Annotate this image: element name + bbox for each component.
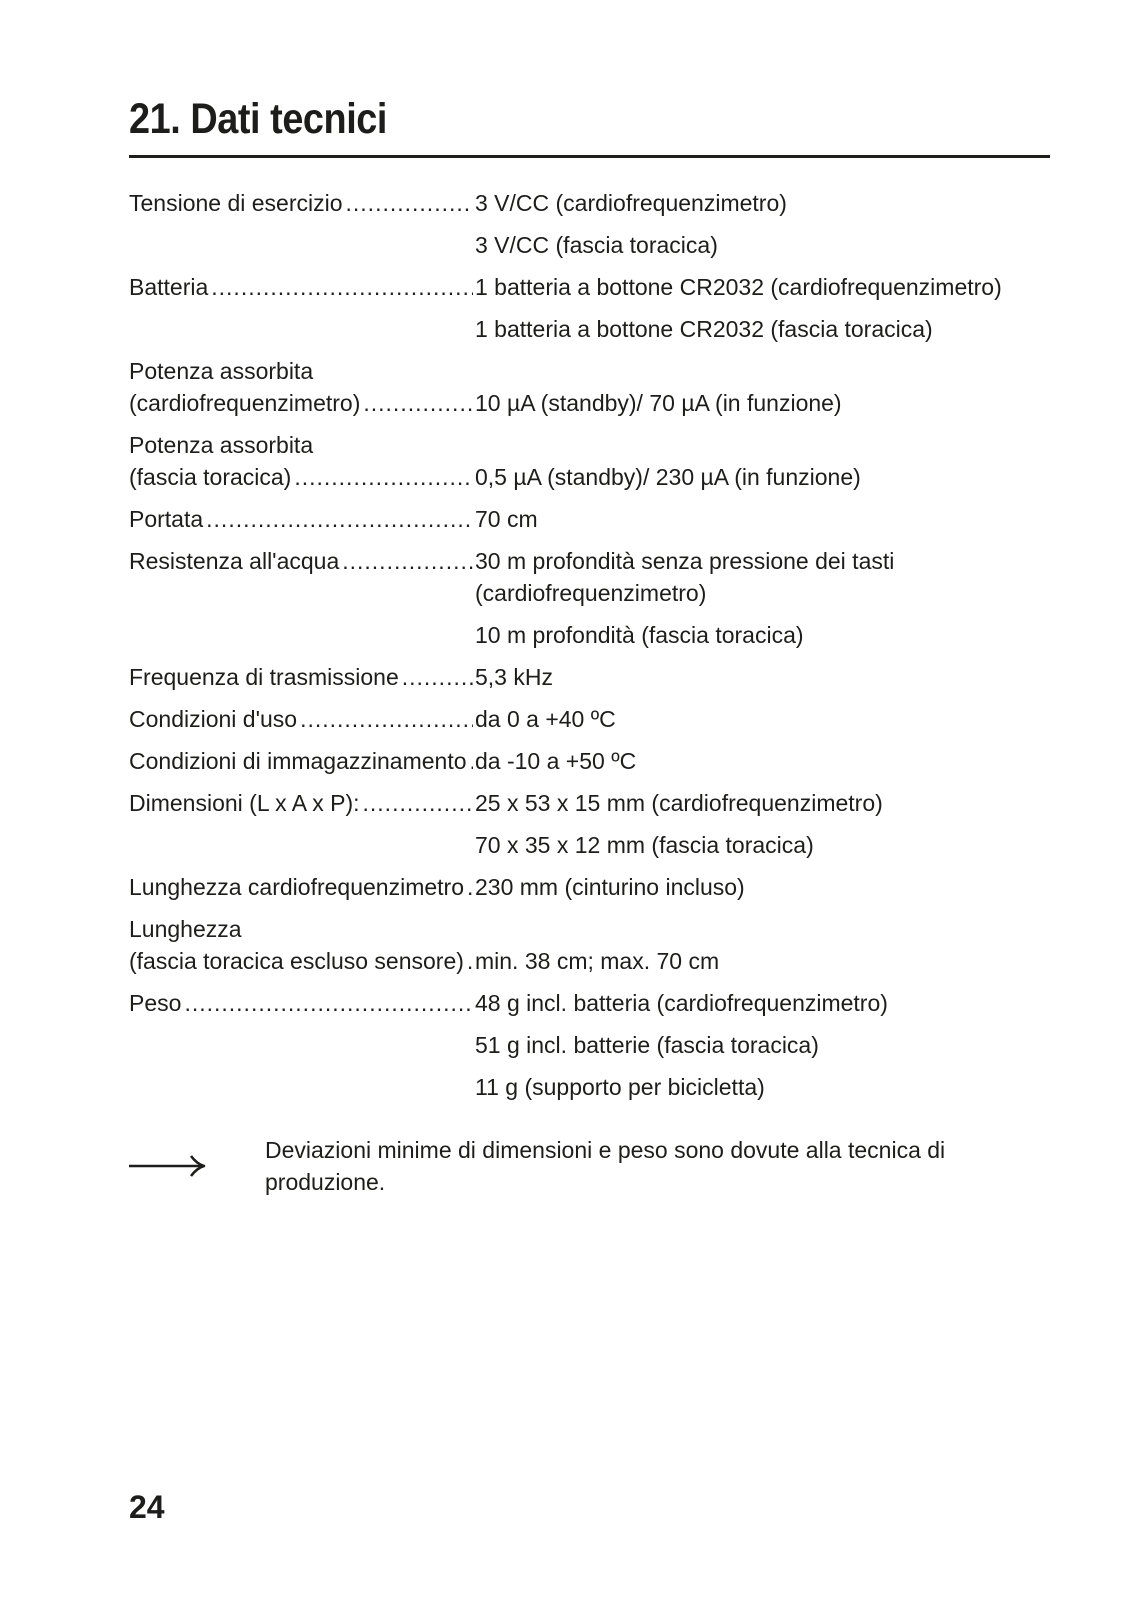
spec-value-line: 30 m profondità senza pressione dei tasti — [475, 548, 895, 574]
spec-value-line: 51 g incl. batterie (fascia toracica) — [475, 1032, 819, 1058]
spec-label-text: (fascia toracica) — [129, 464, 292, 490]
dot-leader — [294, 461, 473, 493]
spec-row — [129, 661, 1039, 693]
spec-value-line: (cardiofrequenzimetro) — [475, 580, 707, 606]
spec-label-text: (cardiofrequenzimetro) — [129, 390, 361, 416]
spec-label — [129, 545, 473, 651]
spec-label-text: Lunghezza — [129, 916, 242, 942]
spec-value — [473, 661, 1039, 693]
production-note — [129, 1134, 1039, 1198]
spec-label-text: Potenza assorbita — [129, 432, 314, 458]
spec-label — [129, 871, 473, 903]
spec-value-line: 70 cm — [475, 506, 538, 532]
spec-value-line: 1 batteria a bottone CR2032 (cardiofrequenzimetro) — [475, 274, 1002, 300]
title-rule — [129, 155, 1050, 158]
spec-value-line: da 0 a +40 ºC — [475, 706, 616, 732]
spec-label-text: Dimensioni (L x A x P): — [129, 790, 360, 816]
spec-label — [129, 913, 473, 977]
spec-label-text: Peso — [129, 990, 182, 1016]
spec-value — [473, 871, 1039, 903]
spec-label — [129, 745, 473, 777]
dot-leader — [402, 661, 473, 693]
section-title: 21. Dati tecnici — [129, 95, 387, 143]
dot-leader — [184, 987, 473, 1019]
spec-row — [129, 987, 1039, 1103]
spec-label-text: Portata — [129, 506, 204, 532]
spec-value-line: 10 µA (standby)/ 70 µA (in funzione) — [475, 390, 842, 416]
spec-row — [129, 871, 1039, 903]
dot-leader — [206, 503, 473, 535]
spec-value — [473, 987, 1039, 1019]
spec-row — [129, 545, 1039, 651]
spec-value — [473, 545, 1039, 609]
spec-value — [473, 1071, 1039, 1103]
spec-value — [473, 313, 1039, 345]
spec-label-text: Tensione di esercizio — [129, 190, 343, 216]
spec-row — [129, 503, 1039, 535]
dot-leader — [346, 187, 473, 219]
spec-value-line: 230 mm (cinturino incluso) — [475, 874, 745, 900]
spec-value — [473, 703, 1039, 735]
spec-row — [129, 703, 1039, 735]
spec-value — [473, 619, 1039, 651]
spec-value-line: 3 V/CC (cardiofrequenzimetro) — [475, 190, 787, 216]
spec-value — [473, 745, 1039, 777]
note-text: Deviazioni minime di dimensioni e peso sono dovute alla tecnica di produzione. — [265, 1137, 946, 1195]
spec-list — [129, 187, 1039, 1113]
spec-value-line: 0,5 µA (standby)/ 230 µA (in funzione) — [475, 464, 861, 490]
spec-row — [129, 429, 1039, 493]
spec-value — [473, 271, 1039, 303]
spec-value-line: 11 g (supporto per bicicletta) — [475, 1074, 765, 1100]
spec-label — [129, 271, 473, 345]
spec-label-text: Lunghezza cardiofrequenzimetro — [129, 874, 464, 900]
dot-leader — [363, 387, 473, 419]
spec-value-line: 25 x 53 x 15 mm (cardiofrequenzimetro) — [475, 790, 883, 816]
spec-label-text: Potenza assorbita — [129, 358, 314, 384]
spec-value-line: 1 batteria a bottone CR2032 (fascia toracica) — [475, 316, 933, 342]
spec-row — [129, 787, 1039, 861]
spec-label-text: Frequenza di trasmissione — [129, 664, 399, 690]
spec-label-text: Batteria — [129, 274, 209, 300]
dot-leader — [342, 545, 473, 577]
page-number: 24 — [129, 1489, 165, 1525]
dot-leader — [300, 703, 473, 735]
spec-label — [129, 703, 473, 735]
spec-row — [129, 355, 1039, 419]
spec-row — [129, 745, 1039, 777]
spec-label-text: Condizioni d'uso — [129, 706, 298, 732]
spec-value — [473, 1029, 1039, 1061]
spec-value-line: 5,3 kHz — [475, 664, 553, 690]
right-arrow-icon — [129, 1154, 206, 1178]
spec-value-line: 3 V/CC (fascia toracica) — [475, 232, 718, 258]
dot-leader — [211, 271, 473, 303]
spec-value — [473, 503, 1039, 535]
spec-label — [129, 429, 473, 493]
spec-value — [473, 461, 1039, 493]
spec-row — [129, 271, 1039, 345]
spec-value-line: min. 38 cm; max. 70 cm — [475, 948, 720, 974]
spec-label — [129, 187, 473, 261]
spec-label-text: Resistenza all'acqua — [129, 548, 340, 574]
spec-value — [473, 787, 1039, 819]
spec-row — [129, 187, 1039, 261]
spec-label — [129, 661, 473, 693]
spec-value — [473, 229, 1039, 261]
spec-value — [473, 187, 1039, 219]
spec-value-line: da -10 a +50 ºC — [475, 748, 637, 774]
spec-label — [129, 987, 473, 1103]
spec-value-line: 70 x 35 x 12 mm (fascia toracica) — [475, 832, 814, 858]
spec-label-text: Condizioni di immagazzinamento — [129, 748, 467, 774]
spec-value — [473, 829, 1039, 861]
spec-label — [129, 503, 473, 535]
spec-value-line: 10 m profondità (fascia toracica) — [475, 622, 804, 648]
spec-label-text: (fascia toracica escluso sensore) — [129, 948, 464, 974]
spec-value — [473, 387, 1039, 419]
spec-label — [129, 787, 473, 861]
spec-value — [473, 945, 1039, 977]
dot-leader — [363, 787, 473, 819]
spec-label — [129, 355, 473, 419]
spec-row — [129, 913, 1039, 977]
spec-value-line: 48 g incl. batteria (cardiofrequenzimetro) — [475, 990, 888, 1016]
